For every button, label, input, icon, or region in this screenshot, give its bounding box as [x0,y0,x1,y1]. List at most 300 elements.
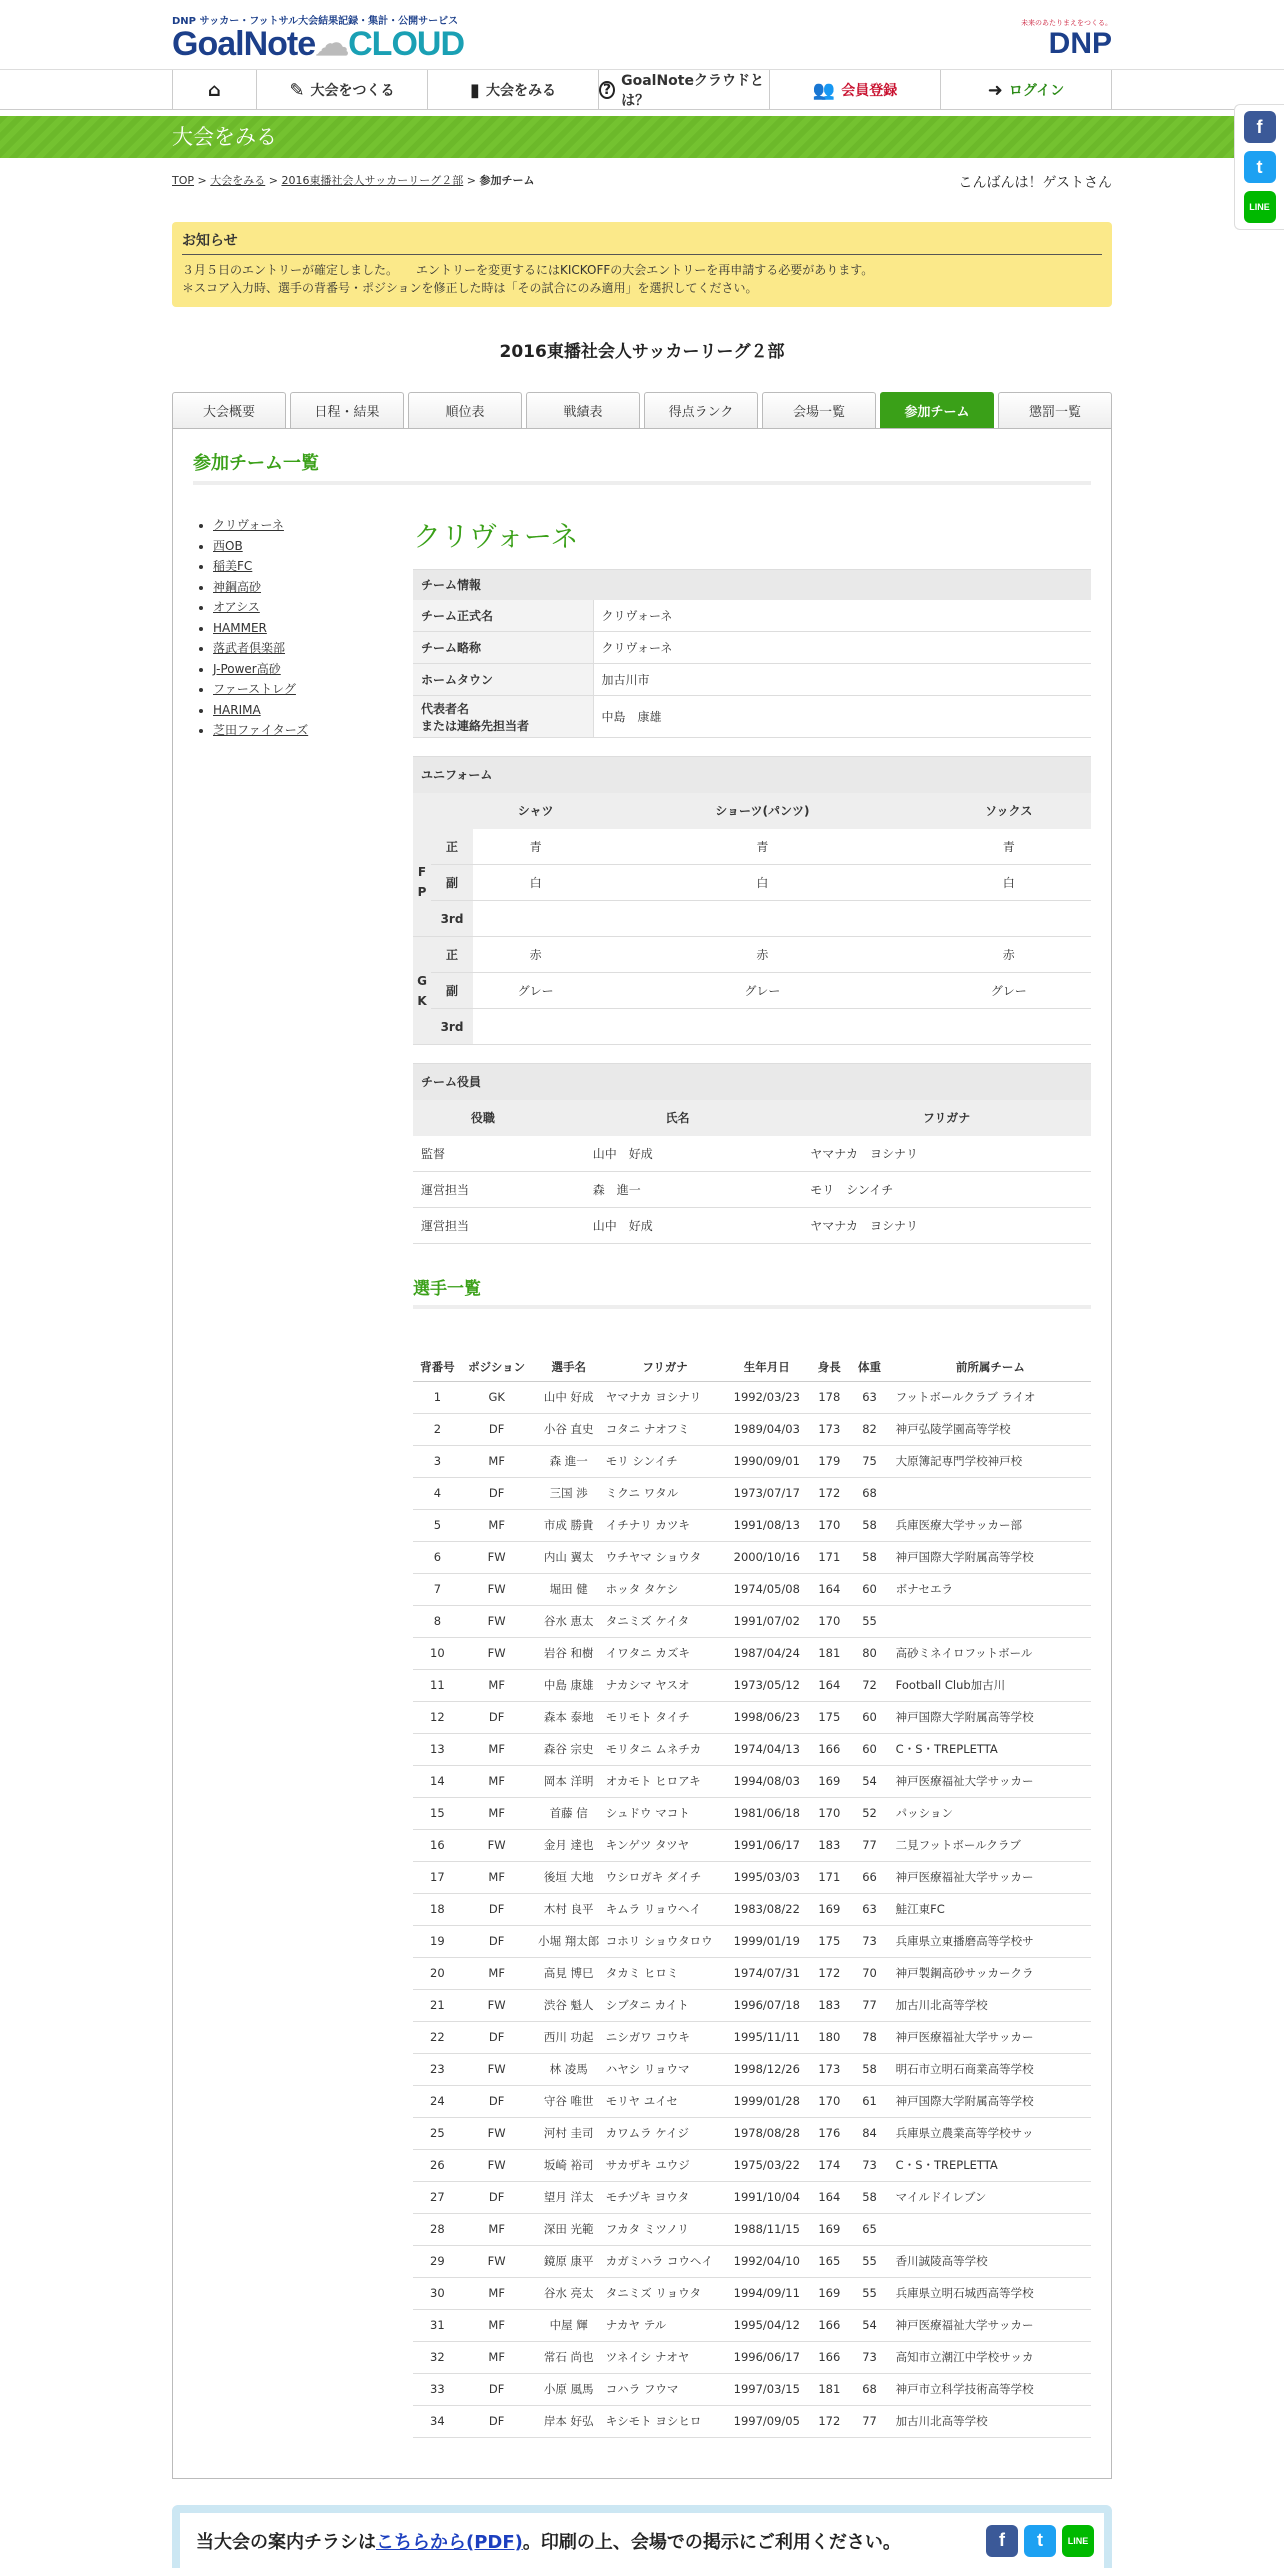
player-cell: 171 [809,1541,849,1573]
staff-cell: 山中 好成 [553,1136,802,1172]
player-cell: 内山 翼太 [532,1541,606,1573]
player-cell: 香川誠陵高等学校 [890,2245,1091,2277]
player-cell: 13 [413,1733,462,1765]
team-list-item [213,659,413,680]
player-cell: 5 [413,1509,462,1541]
player-cell: DF [462,1413,532,1445]
uniform-col-shirt: シャツ [473,793,598,829]
player-cell: FW [462,2053,532,2085]
player-cell: 1999/01/28 [724,2085,809,2117]
breadcrumb-view[interactable]: 大会をみる [210,174,266,187]
player-cell: 岸本 好弘 [532,2405,606,2437]
player-cell: 173 [809,2053,849,2085]
player-cell: 174 [809,2149,849,2181]
player-cell: ヤマナカ ヨシナリ [606,1381,725,1413]
player-cell: DF [462,2181,532,2213]
player-cell: カガミハラ コウヘイ [606,2245,725,2277]
staff-cell: 山中 好成 [553,1208,802,1244]
flyer-pdf-link[interactable]: こちらから(PDF) [376,2531,523,2553]
player-cell: 70 [849,1957,889,1989]
player-cell: 坂崎 裕司 [532,2149,606,2181]
tab-schedule[interactable]: 日程・結果 [290,392,404,428]
player-cell: 神戸医療福祉大学サッカー [890,1861,1091,1893]
player-row [413,2277,1091,2309]
player-cell: 兵庫県立東播磨高等学校サ [890,1925,1091,1957]
team-info-row [413,632,1091,664]
player-cell: ナカシマ ヤスオ [606,1669,725,1701]
player-cell: 175 [809,1925,849,1957]
tournament-tabs [172,392,1112,428]
player-cell: 172 [809,2405,849,2437]
team-list-item [213,638,413,659]
player-cell: FW [462,1829,532,1861]
line-icon[interactable]: LINE [1244,191,1276,223]
team-info-key: ホームタウン [413,664,593,696]
players-col-header: 生年月日 [724,1353,809,1381]
band-title: 大会をみる [172,125,277,149]
player-cell: コタニ ナオフミ [606,1413,725,1445]
player-cell: MF [462,1509,532,1541]
player-cell: 10 [413,1637,462,1669]
team-link[interactable]: J-Power高砂 [213,661,281,676]
player-cell: 172 [809,1477,849,1509]
player-cell: 178 [809,1381,849,1413]
player-cell: 15 [413,1797,462,1829]
player-cell: 大原簿記専門学校神戸校 [890,1445,1091,1477]
player-cell: ホッタ タケシ [606,1573,725,1605]
uniform-cell: 青 [473,829,598,865]
team-link[interactable]: 芝田ファイターズ [213,723,309,737]
player-cell: 1992/04/10 [724,2245,809,2277]
player-row [413,1765,1091,1797]
player-cell: FW [462,1637,532,1669]
player-cell: 68 [849,1477,889,1509]
player-cell: 34 [413,2405,462,2437]
team-list-item [213,577,413,598]
team-link[interactable]: HARIMA [213,702,261,717]
player-cell: 166 [809,2309,849,2341]
tab-venues[interactable]: 会場一覧 [762,392,876,428]
goalnote-logo[interactable]: GoalNote☁CLOUD [172,25,465,63]
team-info-caption: チーム情報 [413,570,1091,600]
player-cell: モリヤ ユイセ [606,2085,725,2117]
dnp-logo[interactable]: 未来のあたりまえをつくる。 DNP [1021,19,1112,60]
player-cell: C・S・TREPLETTA [890,1733,1091,1765]
player-cell: キシモト ヨシヒロ [606,2405,725,2437]
player-cell: 兵庫県立農業高等学校サッ [890,2117,1091,2149]
tab-results[interactable]: 戦績表 [526,392,640,428]
uniform-cell [598,1009,926,1045]
uniform-col-shorts: ショーツ(パンツ) [598,793,926,829]
nav-create[interactable]: ✎ 大会をつくる [257,70,428,110]
team-list-item [213,536,413,557]
tab-penalties[interactable]: 懲罰一覧 [998,392,1112,428]
uniform-cell [473,901,598,937]
player-cell: 2000/10/16 [724,1541,809,1573]
player-cell: 30 [413,2277,462,2309]
player-cell: 1974/07/31 [724,1957,809,1989]
player-cell: 78 [849,2021,889,2053]
uniform-kind: 3rd [431,901,473,937]
player-cell: イワタニ カズキ [606,1637,725,1669]
uniform-table [413,756,1091,1045]
login-icon: ➜ [987,79,1003,101]
player-cell: モリ シンイチ [606,1445,725,1477]
player-cell: GK [462,1381,532,1413]
team-link[interactable]: HAMMER [213,620,267,635]
main-nav [0,70,1284,110]
team-info-value: 加古川市 [593,664,1091,696]
players-col-header: 体重 [849,1353,889,1381]
player-cell: 170 [809,1605,849,1637]
player-cell: MF [462,2309,532,2341]
player-row [413,1957,1091,1989]
teams-panel [172,428,1112,2479]
player-cell: 神戸国際大学附属高等学校 [890,1701,1091,1733]
player-cell: 164 [809,1669,849,1701]
uniform-cell: グレー [598,973,926,1009]
player-cell: 80 [849,1637,889,1669]
team-link[interactable]: クリヴォーネ [213,518,284,532]
player-row [413,1477,1091,1509]
player-row [413,1733,1091,1765]
players-col-header: 身長 [809,1353,849,1381]
staff-col-kana: フリガナ [802,1100,1091,1136]
player-cell: 1996/06/17 [724,2341,809,2373]
player-row [413,1701,1091,1733]
staff-row [413,1208,1091,1244]
uniform-kind: 副 [431,865,473,901]
player-cell: 河村 圭司 [532,2117,606,2149]
uniform-cell: グレー [473,973,598,1009]
player-cell: 森本 泰地 [532,1701,606,1733]
player-row [413,2373,1091,2405]
team-list-item [213,515,413,536]
player-cell: 173 [809,1413,849,1445]
player-cell: カワムラ ケイジ [606,2117,725,2149]
player-cell: 165 [809,2245,849,2277]
uniform-kind: 正 [431,937,473,973]
player-row [413,2245,1091,2277]
staff-row [413,1136,1091,1172]
uniform-cell: 白 [473,865,598,901]
uniform-cell: 赤 [473,937,598,973]
player-cell: フットボールクラブ ライオ [890,1381,1091,1413]
uniform-cell: グレー [926,973,1091,1009]
player-cell: タニミズ ケイタ [606,1605,725,1637]
player-cell: 1974/04/13 [724,1733,809,1765]
team-name: クリヴォーネ [413,520,579,553]
player-cell: 175 [809,1701,849,1733]
team-link[interactable]: オアシス [213,600,260,614]
player-cell: 堀田 健 [532,1573,606,1605]
player-cell: 77 [849,1989,889,2021]
twitter-icon[interactable]: t [1024,2525,1056,2557]
player-cell: 神戸国際大学附属高等学校 [890,2085,1091,2117]
player-cell: 鮭江東FC [890,1893,1091,1925]
player-cell: 58 [849,2181,889,2213]
player-cell: 1990/09/01 [724,1445,809,1477]
player-row [413,2053,1091,2085]
team-info-row [413,664,1091,696]
player-row [413,2021,1091,2053]
player-cell: 高砂ミネイロフットボール [890,1637,1091,1669]
nav-login[interactable]: ➜ ログイン [941,70,1112,110]
nav-home[interactable] [173,70,257,110]
player-cell: 7 [413,1573,462,1605]
player-cell: 82 [849,1413,889,1445]
player-cell: 森谷 宗史 [532,1733,606,1765]
player-cell: 171 [809,1861,849,1893]
team-list-item [213,618,413,639]
player-cell: 1997/09/05 [724,2405,809,2437]
player-cell: 170 [809,1797,849,1829]
breadcrumb: TOP > 大会をみる > 2016東播社会人サッカーリーグ２部 > 参加チーム こんばんは！ゲストさん [172,174,1112,191]
staff-table [413,1063,1091,1244]
player-cell: 166 [809,1733,849,1765]
player-cell: 中屋 輝 [532,2309,606,2341]
player-cell: 神戸医療福祉大学サッカー [890,2309,1091,2341]
team-list-item [213,720,413,741]
player-cell: 75 [849,1445,889,1477]
share-sidebar [1234,104,1284,230]
player-cell: 1973/05/12 [724,1669,809,1701]
player-cell: ミクニ ワタル [606,1477,725,1509]
player-row [413,1381,1091,1413]
player-cell: 12 [413,1701,462,1733]
uniform-cell [926,901,1091,937]
player-cell: 183 [809,1829,849,1861]
player-cell: サカザキ ユウジ [606,2149,725,2181]
team-detail [413,515,1091,2438]
player-cell: 55 [849,2245,889,2277]
player-cell: C・S・TREPLETTA [890,2149,1091,2181]
player-cell: 61 [849,2085,889,2117]
player-cell: 1992/03/23 [724,1381,809,1413]
team-link[interactable]: 落武者倶楽部 [213,641,286,655]
line-icon[interactable]: LINE [1062,2525,1094,2557]
breadcrumb-tournament[interactable]: 2016東播社会人サッカーリーグ２部 [281,174,464,187]
staff-col-name: 氏名 [553,1100,802,1136]
player-cell: FW [462,1573,532,1605]
player-cell: 明石市立明石商業高等学校 [890,2053,1091,2085]
facebook-icon[interactable]: f [986,2525,1018,2557]
player-cell: 22 [413,2021,462,2053]
player-cell: 加古川北高等学校 [890,1989,1091,2021]
uniform-cell [473,1009,598,1045]
players-title: 選手一覧 [413,1274,1091,1309]
player-cell: 20 [413,1957,462,1989]
notice-line-1: ３月５日のエントリーが確定しました。 エントリーを変更するにはKICKOFFの大会エントリーを再申請する必要があります。 [182,263,874,277]
player-cell: DF [462,1925,532,1957]
player-cell: 林 凌馬 [532,2053,606,2085]
team-list-item [213,556,413,577]
uniform-col-socks: ソックス [926,793,1091,829]
player-cell: 21 [413,1989,462,2021]
player-cell: Football Club加古川 [890,1669,1091,1701]
player-row [413,1893,1091,1925]
player-cell: オカモト ヒロアキ [606,1765,725,1797]
player-cell: 6 [413,1541,462,1573]
player-row [413,1541,1091,1573]
logo-tagline: DNP サッカー・フットサル大会結果記録・集計・公開サービス [172,16,459,27]
players-col-header: 背番号 [413,1353,462,1381]
player-cell: 深田 光範 [532,2213,606,2245]
player-cell: 谷水 恵太 [532,1605,606,1637]
player-cell: 54 [849,2309,889,2341]
team-link[interactable]: 稲美FC [213,559,253,573]
player-row [413,2117,1091,2149]
player-cell: ナカヤ テル [606,2309,725,2341]
player-cell: FW [462,2245,532,2277]
player-cell: 170 [809,2085,849,2117]
player-cell: 渋谷 魁人 [532,1989,606,2021]
player-row [413,1861,1091,1893]
player-cell: 55 [849,1605,889,1637]
player-row [413,2309,1091,2341]
notice-line-2: ＊スコア入力時、選手の背番号・ポジションを修正した時は「その試合にのみ適用」を選択してください。 [182,281,758,295]
player-cell: 8 [413,1605,462,1637]
team-list [193,515,413,2438]
player-cell: 1975/03/22 [724,2149,809,2181]
pen-icon: ✎ [289,79,305,101]
nav-view[interactable]: ▮ 大会をみる [428,70,599,110]
player-cell: 25 [413,2117,462,2149]
player-cell: 山中 好成 [532,1381,606,1413]
player-row [413,1925,1091,1957]
player-cell: 73 [849,1925,889,1957]
uniform-kind: 3rd [431,1009,473,1045]
nav-about[interactable]: ? GoalNoteクラウドとは？ [599,70,770,110]
twitter-icon[interactable]: t [1244,151,1276,183]
player-cell: DF [462,1893,532,1925]
player-cell: 木村 良平 [532,1893,606,1925]
player-row [413,2405,1091,2437]
player-cell: 181 [809,1637,849,1669]
player-cell: 高見 博巳 [532,1957,606,1989]
staff-cell: ヤマナカ ヨシナリ [802,1136,1091,1172]
player-cell: 63 [849,1381,889,1413]
player-cell: 169 [809,1893,849,1925]
player-cell: DF [462,2021,532,2053]
player-cell: 4 [413,1477,462,1509]
player-cell: 84 [849,2117,889,2149]
staff-cell: 運営担当 [413,1208,553,1244]
player-cell: モチヅキ ヨウタ [606,2181,725,2213]
uniform-kind: 副 [431,973,473,1009]
nav-register[interactable]: 👥 会員登録 [770,70,941,110]
uniform-cell: 白 [598,865,926,901]
player-cell: ハヤシ リョウマ [606,2053,725,2085]
uniform-cell: 青 [926,829,1091,865]
player-cell: コハラ フウマ [606,2373,725,2405]
breadcrumb-top[interactable]: TOP [172,174,195,187]
greeting: こんばんは！ゲストさん [958,175,1112,191]
player-row [413,1989,1091,2021]
team-info-row [413,600,1091,632]
player-cell: 兵庫県立明石城西高等学校 [890,2277,1091,2309]
player-cell: 73 [849,2341,889,2373]
player-cell: 58 [849,1541,889,1573]
player-cell: ボナセエラ [890,1573,1091,1605]
uniform-row [413,1009,1091,1045]
team-info-table [413,569,1091,738]
player-cell: 1991/07/02 [724,1605,809,1637]
player-cell: 179 [809,1445,849,1477]
players-col-header: ポジション [462,1353,532,1381]
player-cell: MF [462,1733,532,1765]
player-cell: イチナリ カツキ [606,1509,725,1541]
flyer-banner: 当大会の案内チラシはこちらから(PDF)。印刷の上、会場での掲示にご利用ください。 f t LINE [172,2505,1112,2568]
player-cell: 谷水 亮太 [532,2277,606,2309]
site-header [0,0,1284,70]
player-cell: パッション [890,1797,1091,1829]
player-cell: 31 [413,2309,462,2341]
player-cell: タニミズ リョウタ [606,2277,725,2309]
player-cell: ウチヤマ ショウタ [606,1541,725,1573]
tab-standings[interactable]: 順位表 [408,392,522,428]
player-cell: 16 [413,1829,462,1861]
player-cell: 26 [413,2149,462,2181]
player-cell: モリタニ ムネチカ [606,1733,725,1765]
player-row [413,1637,1091,1669]
player-cell: 1995/03/03 [724,1861,809,1893]
player-cell: 72 [849,1669,889,1701]
player-cell: 27 [413,2181,462,2213]
player-row [413,1829,1091,1861]
player-cell: 1999/01/19 [724,1925,809,1957]
player-cell: 望月 洋太 [532,2181,606,2213]
uniform-row [413,829,1091,865]
facebook-icon[interactable]: f [1244,111,1276,143]
player-cell: 神戸製鋼高砂サッカークラ [890,1957,1091,1989]
player-cell: マイルドイレブン [890,2181,1091,2213]
player-row [413,1509,1091,1541]
player-cell: 小堀 翔太郎 [532,1925,606,1957]
team-link[interactable]: ファーストレグ [213,682,296,696]
player-cell: MF [462,2277,532,2309]
team-list-item [213,597,413,618]
player-row [413,1445,1091,1477]
player-cell: 65 [849,2213,889,2245]
team-link[interactable]: 西OB [213,538,243,553]
player-cell: 1991/08/13 [724,1509,809,1541]
player-cell: 森 進一 [532,1445,606,1477]
player-cell: 60 [849,1701,889,1733]
player-cell: 1997/03/15 [724,2373,809,2405]
player-cell: DF [462,2373,532,2405]
player-cell: 1981/06/18 [724,1797,809,1829]
player-cell [890,2213,1091,2245]
player-cell: 神戸弘陵学園高等学校 [890,1413,1091,1445]
tab-teams[interactable]: 参加チーム [880,392,994,428]
player-row [413,2213,1091,2245]
notice-title: お知らせ [182,230,1102,255]
notice-box [172,222,1112,307]
players-col-header: フリガナ [606,1353,725,1381]
player-cell: 77 [849,1829,889,1861]
tab-overview[interactable]: 大会概要 [172,392,286,428]
player-cell: MF [462,2213,532,2245]
player-cell: FW [462,2117,532,2149]
team-link[interactable]: 神鋼高砂 [213,579,262,594]
player-cell: 23 [413,2053,462,2085]
tab-scorers[interactable]: 得点ランク [644,392,758,428]
uniform-row [413,937,1091,973]
staff-cell: 運営担当 [413,1172,553,1208]
player-cell: 172 [809,1957,849,1989]
player-cell: モリモト タイチ [606,1701,725,1733]
